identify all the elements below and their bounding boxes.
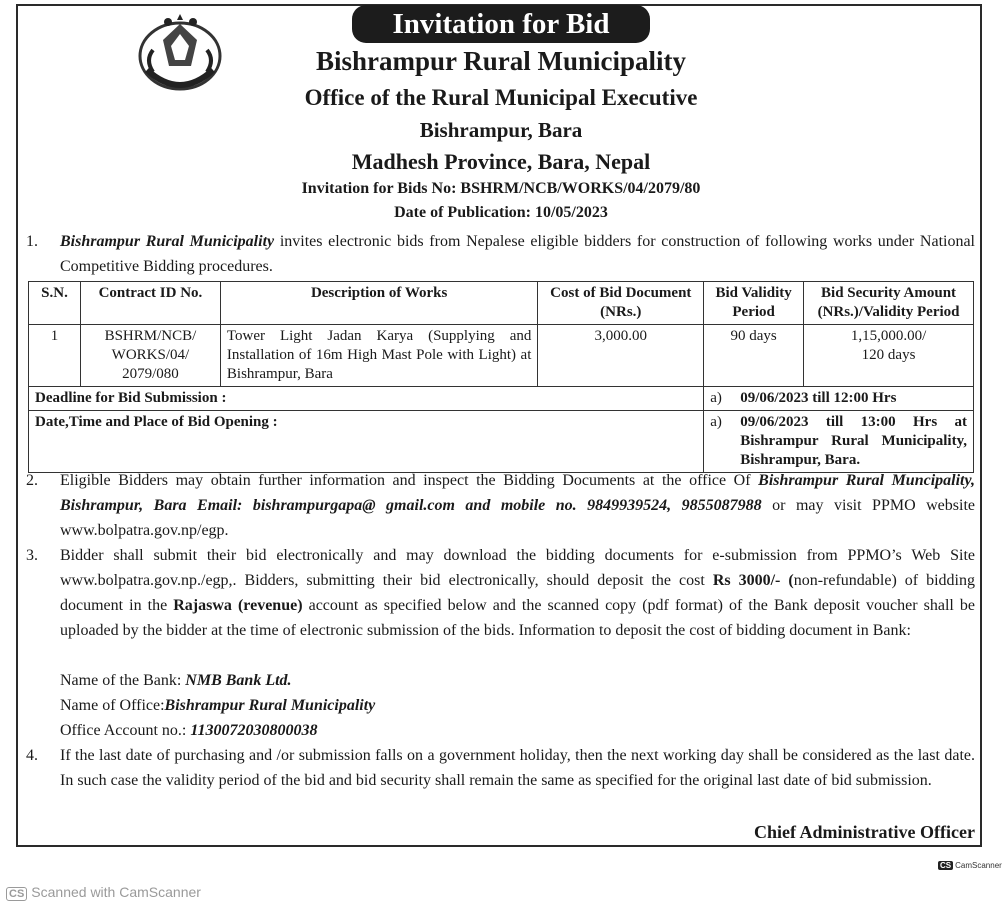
camscanner-logo-icon: CS (940, 861, 952, 870)
security-validity: 120 days (861, 347, 916, 363)
opening-row (29, 411, 974, 473)
bank-value: NMB Bank Ltd. (185, 672, 292, 689)
header-description: Description of Works (220, 282, 538, 325)
deadline-label: Deadline for Bid Submission : (29, 387, 704, 411)
list-marker: a) (710, 390, 722, 406)
header-cost: Cost of Bid Document (NRs.) (538, 282, 704, 325)
para-number: 4. (26, 747, 38, 764)
scan-footer-text: Scanned with CamScanner (31, 884, 201, 900)
office-title: Office of the Rural Municipal Executive (304, 85, 698, 110)
location-line: Bishrampur, Bara (419, 118, 583, 142)
table-header-row (29, 282, 974, 325)
paragraph-2-text: Eligible Bidders may obtain further information and inspect the Bidding Documents at the office Of (60, 472, 759, 489)
office-name-line (60, 693, 975, 718)
cell-contract-id: BSHRM/NCB/ WORKS/04/ 2079/080 (80, 325, 220, 387)
notice-banner: Invitation for Bid (352, 5, 650, 43)
bank-name-line (60, 668, 975, 693)
paragraph-4: If the last date of purchasing and /or submission falls on a government holiday, then the next working day shall be considered as the last date. In such case the validity period of the bid and bid security shall remain the same as specified for the original last date of bid submission. (60, 747, 975, 789)
province-line: Madhesh Province, Bara, Nepal (351, 149, 651, 174)
account-label: Office Account no.: (60, 722, 191, 739)
deadline-cell (704, 387, 974, 411)
paragraph-3-text-2: non-refundable) of bidding document in the (60, 572, 976, 614)
account-line (60, 718, 975, 743)
account-value: 1130072030800038 (190, 722, 318, 739)
bank-label: Name of the Bank: (60, 672, 186, 689)
cell-cost: 3,000.00 (538, 325, 704, 387)
paragraph-1 (60, 229, 975, 279)
bid-table (28, 281, 974, 473)
paragraph-2-tail: or may visit PPMO website www.bolpatra.gov.np/egp. (60, 497, 976, 539)
para-number: 2. (26, 472, 38, 489)
list-value: 09/06/2023 till 12:00 Hrs (740, 390, 897, 406)
opening-cell (704, 411, 974, 473)
list-value: 09/06/2023 till 13:00 Hrs at Bishrampur Rural Municipality, Bishrampur, Bara. (740, 414, 967, 468)
cell-description: Tower Light Jadan Karya (Supplying and Installation of 16m High Mast Pole with Light) at Bishrampur, Bara (220, 325, 538, 387)
paragraph-3-text: Bidder shall submit their bid electronically and may download the bidding documents for e-submission from PPMO’s Web Site www.bolpatra.gov.np./egp,. Bidders, submitting their bid electronically, should deposit the cost (60, 547, 975, 589)
cost-amount: Rs 3000/- ( (712, 572, 794, 589)
ifb-number: Invitation for Bids No: BSHRM/NCB/WORKS/04/2079/80 (301, 180, 701, 197)
signatory: Chief Administrative Officer (754, 822, 975, 842)
paragraph-1-text: invites electronic bids from Nepalese eligible bidders for construction of following works under National Competitive Bidding procedures. (60, 233, 976, 275)
table-row (29, 325, 974, 387)
org-name-emphasis: Bishrampur Rural Municipality (60, 233, 275, 250)
publication-date: Date of Publication: 10/05/2023 (394, 204, 608, 221)
org-title: Bishrampur Rural Municipality (315, 46, 687, 76)
list-marker: a) (710, 414, 722, 430)
contact-details: Bishrampur Rural Muncipality, Bishrampur, Bara Email: bishrampurgapa@ gmail.com and mobile no. 9849939524, 9855087988 (60, 472, 975, 514)
account-type: Rajaswa (revenue) (173, 597, 303, 614)
paragraph-3-text-3: account as specified below and the scanned copy (pdf format) of the Bank deposit voucher shall be uploaded by the bidder at the time of electronic submission of the bids. Information to deposit the cost of bidding document in Bank: (60, 597, 976, 639)
cell-security (804, 325, 974, 387)
para-number: 1. (26, 233, 38, 250)
scan-footer (6, 884, 201, 901)
scan-stamp-text: CamScanner (955, 861, 1002, 870)
paragraph-3 (60, 543, 975, 643)
security-amount: 1,15,000.00/ (850, 328, 927, 344)
header-security: Bid Security Amount (NRs.)/Validity Period (804, 282, 974, 325)
office-label: Name of Office: (60, 697, 165, 714)
paragraph-2 (60, 468, 975, 543)
deadline-row (29, 387, 974, 411)
camscanner-icon: CS (6, 887, 27, 901)
para-number: 3. (26, 547, 38, 564)
cell-validity: 90 days (704, 325, 804, 387)
header-validity: Bid Validity Period (704, 282, 804, 325)
header-contract-id: Contract ID No. (80, 282, 220, 325)
header-sn: S.N. (29, 282, 81, 325)
office-value: Bishrampur Rural Municipality (164, 697, 376, 714)
cell-sn: 1 (29, 325, 81, 387)
opening-label: Date,Time and Place of Bid Opening : (29, 411, 704, 473)
scan-stamp (938, 861, 1002, 870)
